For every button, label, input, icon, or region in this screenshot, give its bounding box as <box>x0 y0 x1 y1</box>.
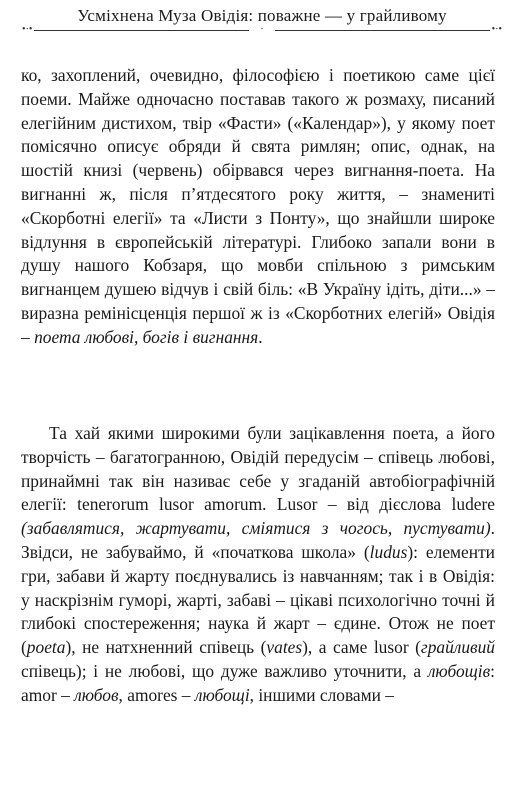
p2-text-3: ): елементи гри, забави й жарту поєднувались із навчанням; так і в Овідія: у наскрізнім гуморі, жарті, забаві – цікаві психологічно точні й глибокі спостереження; наука й жарт – єдине. Отож не поет ( <box>21 541 495 658</box>
paragraph-1 <box>21 64 495 350</box>
p2-italic-6: любощів <box>427 660 491 681</box>
left-ornament-icon: •⋅• <box>22 24 33 35</box>
right-ornament-icon: •⋅• <box>491 24 502 35</box>
p2-italic-7: любов <box>74 684 119 705</box>
header-rule-right <box>275 30 490 31</box>
p2-italic-8: любощі <box>194 684 250 705</box>
running-header-title: Усміхнена Муза Овідія: поважне — у грайливому <box>77 6 447 25</box>
header-rule-left <box>34 30 249 31</box>
p2-italic-5: грайливий <box>420 637 495 658</box>
p2-text-4: ), не натхненний співець ( <box>65 637 267 658</box>
p2-italic-2: ludus <box>369 541 408 562</box>
p2-italic-4: vates <box>266 637 303 658</box>
p2-text-7: : amor – <box>21 660 496 705</box>
paragraph-2 <box>21 422 495 708</box>
p2-text-1: Та хай якими широкими були зацікавлення поета, а його творчість – багатогранною, Овідій передусім – співець любові, принаймні так він називає себе у згаданій автобіографічній елегії: tenerorum lusor amorum. Lusor – від дієслова ludere <box>21 423 495 515</box>
p2-text-8: , amores – <box>118 684 191 705</box>
p2-text-9: , іншими словами – <box>249 684 394 705</box>
p2-text-2: . Звідси, не забуваймо, й «початкова школа» ( <box>21 518 495 562</box>
paragraph-1-end: . <box>258 326 263 347</box>
center-ornament-icon: ⋅ <box>260 24 264 35</box>
paragraph-1-text: ко, захоплений, очевидно, філософією і поетикою саме цієї поеми. Майже одночасно поставав такого ж розмаху, писаний елегійним дистихом, твір «Фасти» («Календар»), у якому поет помісячно описує обряди й свята римлян; опис, однак, на шостій книзі (червень) обірвався через вигнання-поета. На вигнанні ж, після п’ятдесятого року життя, – знамениті «Скорботні елегії» та «Листи з Понту», що знайшли широке відлуння в європейській літературі. Глибоко запали вони в душу нашого Кобзаря, що мовби спільною з римським вигнанцем душею відчув і свій біль: «В Україну ідіть, діти...» – виразна ремінісценція першої ж із «Скорботних елегій» Овідія – <box>21 65 495 347</box>
p2-text-5: ), а саме lusor ( <box>302 637 421 658</box>
paragraph-1-italic: поета любові, богів і вигнання <box>34 326 259 347</box>
p2-text-6: співець); і не любові, що дуже важливо уточнити, а <box>21 660 422 681</box>
p2-italic-3: poeta <box>26 637 66 658</box>
running-header <box>22 4 502 34</box>
p2-italic-1: (забавлятися, жартувати, сміятися з чогось, пустувати) <box>21 518 491 539</box>
